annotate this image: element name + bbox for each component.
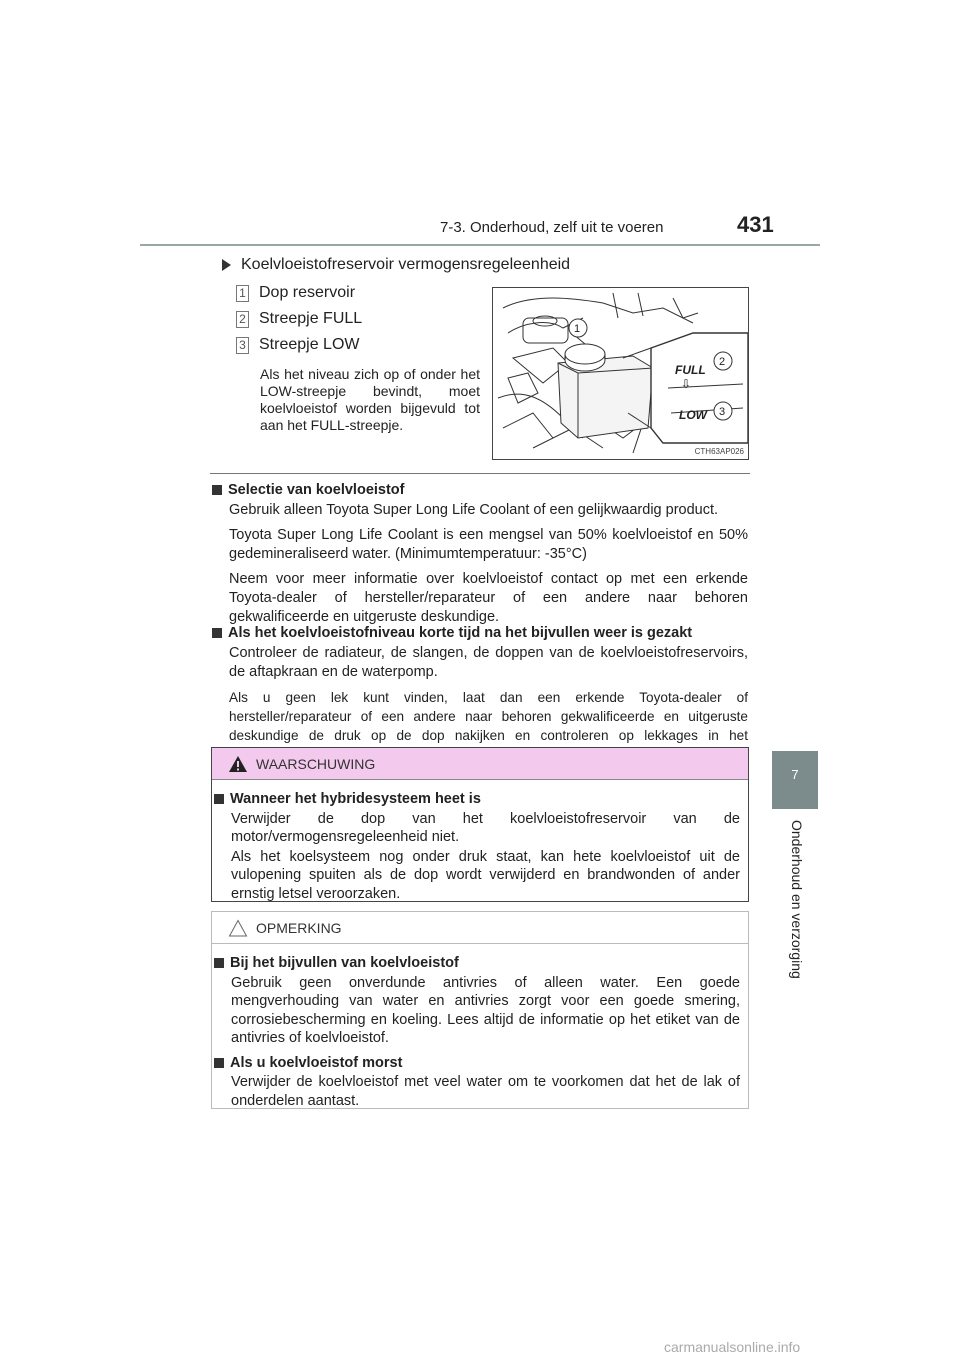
section-heading bbox=[212, 481, 748, 500]
notice-content bbox=[212, 944, 748, 1110]
paragraph: Verwijder de dop van het koelvloeistofreservoir van de motor/vermogensregeleenheid niet. bbox=[231, 810, 740, 845]
figure-item-heading bbox=[222, 256, 570, 274]
legend-item-3 bbox=[236, 336, 359, 354]
legend-item-2 bbox=[236, 310, 362, 328]
chapter-number: 7 bbox=[791, 767, 799, 782]
notice-header bbox=[212, 912, 748, 944]
paragraph: Neem voor meer informatie over koelvloeistof contact op met een erkende Toyota-dealer of hersteller/reparateur of een andere naar behoren gekwalificeerde en uitgeruste deskundige. bbox=[229, 571, 748, 625]
paragraph: Gebruik geen onverdunde antivries of alleen water. Een goede mengverhouding van water en antivries zorgt voor een goede smering, corrosiebescherming en koeling. Lees altijd de informatie op het etiket van de antivries of koelvloeistof. bbox=[231, 974, 740, 1046]
section-heading-text: Selectie van koelvloeistof bbox=[228, 482, 405, 498]
figure-item-heading-text: Koelvloeistofreservoir vermogensregeleenheid bbox=[241, 256, 571, 273]
page-number: 431 bbox=[737, 212, 774, 237]
legend-number-2: 2 bbox=[236, 311, 249, 328]
chapter-tab bbox=[772, 751, 818, 809]
warning-content bbox=[212, 780, 748, 903]
notice-item-heading-text: Als u koelvloeistof morst bbox=[230, 1054, 403, 1071]
section-divider bbox=[210, 473, 750, 474]
section-title: 7-3. Onderhoud, zelf uit te voeren bbox=[440, 219, 664, 236]
callout-3: 3 bbox=[719, 406, 726, 418]
down-arrow-icon: ⇩ bbox=[681, 377, 692, 391]
legend-number-3: 3 bbox=[236, 337, 249, 354]
paragraph: Als u geen lek kunt vinden, laat dan een erkende Toyota-dealer of hersteller/reparateur of een andere naar behoren gekwalificeerde en uitgeruste deskundige de druk op de dop nakijken en controleren op lekkages in het bbox=[229, 690, 748, 743]
section-heading bbox=[212, 624, 748, 643]
legend-label-3: Streepje LOW bbox=[259, 336, 360, 353]
notice-item-heading-text: Bij het bijvullen van koelvloeistof bbox=[230, 955, 459, 971]
low-marking-label: LOW bbox=[679, 408, 707, 422]
paragraph: Als het koelsysteem nog onder druk staat, kan hete koelvloeistof uit de vulopening spuiten als de dop wordt verwijderd en brandwonden of ander ernstig letsel veroorzaken. bbox=[231, 848, 740, 902]
paragraph: Toyota Super Long Life Coolant is een mengsel van 50% koelvloeistof en 50% gedemineraliseerd water. (Minimumtemperatuur: -35°C) bbox=[229, 527, 748, 562]
callout-2: 2 bbox=[719, 356, 726, 368]
legend-label-1: Dop reservoir bbox=[259, 284, 356, 301]
engine-bay-drawing bbox=[493, 288, 748, 459]
legend-item-1 bbox=[236, 284, 355, 302]
paragraph: Verwijder de koelvloeistof met veel water om te voorkomen dat het de lak of onderdelen aantast. bbox=[231, 1074, 740, 1109]
notice-item-heading bbox=[214, 1054, 740, 1073]
legend-label-2: Streepje FULL bbox=[259, 310, 363, 327]
warning-label: WAARSCHUWING bbox=[256, 755, 376, 772]
warning-item-heading-text: Wanneer het hybridesysteem heet is bbox=[230, 791, 481, 807]
legend-number-1: 1 bbox=[236, 285, 249, 302]
caution-triangle-outline-icon bbox=[228, 919, 248, 937]
paragraph: Controleer de radiateur, de slangen, de doppen van de koelvloeistofreservoirs, de aftapkraan en de waterpomp. bbox=[229, 645, 748, 680]
chapter-title: Onderhoud en verzorging bbox=[789, 820, 805, 979]
legend-note: Als het niveau zich op of onder het LOW-streepje bevindt, moet koelvloeistof worden bijgevuld tot aan het FULL-streepje. bbox=[260, 366, 480, 433]
warning-box bbox=[211, 747, 749, 902]
header-divider bbox=[140, 244, 820, 246]
square-bullet-icon bbox=[212, 628, 222, 638]
triangle-bullet-icon bbox=[222, 259, 231, 271]
full-marking-label: FULL bbox=[675, 363, 706, 377]
paragraph: Gebruik alleen Toyota Super Long Life Coolant of een gelijkwaardig product. bbox=[229, 502, 719, 518]
warning-item-heading bbox=[214, 790, 740, 809]
callout-1: 1 bbox=[574, 323, 581, 335]
section-level-dropped bbox=[212, 624, 748, 764]
square-bullet-icon bbox=[214, 1058, 224, 1068]
notice-label: OPMERKING bbox=[256, 919, 342, 936]
watermark: carmanualsonline.info bbox=[664, 1339, 801, 1355]
coolant-reservoir-illustration bbox=[492, 287, 749, 460]
square-bullet-icon bbox=[214, 958, 224, 968]
notice-box bbox=[211, 911, 749, 1109]
notice-item-heading bbox=[214, 954, 740, 973]
square-bullet-icon bbox=[212, 485, 222, 495]
warning-triangle-icon bbox=[228, 755, 248, 773]
square-bullet-icon bbox=[214, 794, 224, 804]
section-coolant-selection bbox=[212, 481, 748, 627]
warning-header bbox=[212, 748, 748, 780]
section-heading-text: Als het koelvloeistofniveau korte tijd na het bijvullen weer is gezakt bbox=[228, 625, 693, 641]
illustration-code: CTH63AP026 bbox=[694, 447, 744, 456]
